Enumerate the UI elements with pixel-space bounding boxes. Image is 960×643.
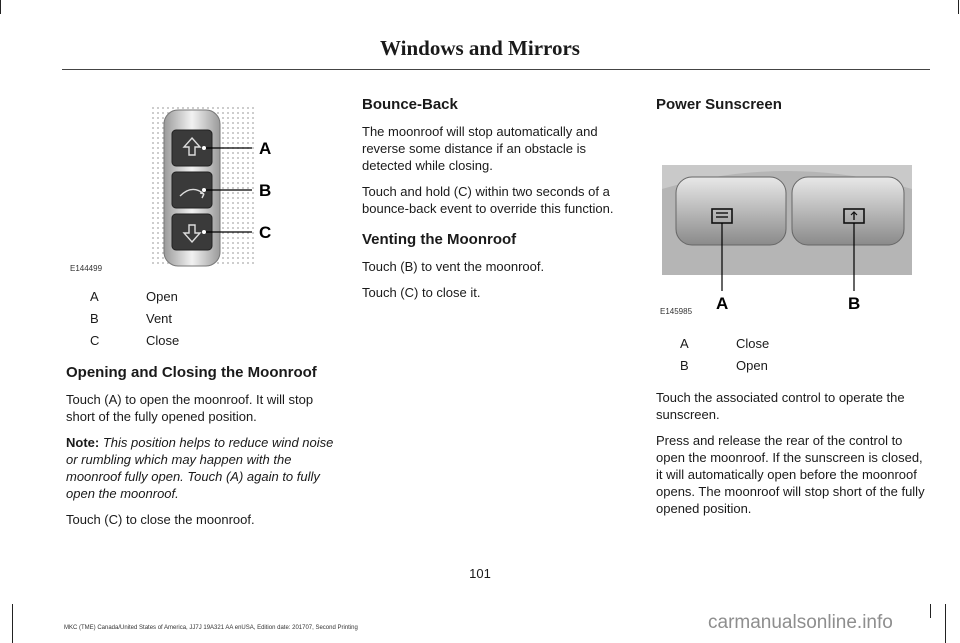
figure-code: E144499 (70, 264, 103, 273)
crop-mark (12, 604, 13, 643)
legend-key: B (680, 358, 689, 373)
legend-row (656, 333, 928, 355)
crop-mark (958, 0, 959, 14)
imprint: MKC (TME) Canada/United States of America, JJ7J 19A321 AA enUSA, Edition date: 201707, Second Printing (64, 625, 358, 631)
paragraph: The moonroof will stop automatically and reverse some distance if an obstacle is detected while closing. (362, 124, 598, 173)
legend-value: Vent (146, 311, 173, 326)
column-middle (362, 96, 634, 310)
paragraph: Press and release the rear of the control to open the moonroof. If the sunscreen is closed, it will automatically open before the moonroof opens. The moonroof will stop short of the fully opened position. (656, 433, 925, 516)
column-left (66, 96, 338, 537)
legend-key: A (680, 336, 689, 351)
figure-label-b: B (848, 294, 861, 313)
paragraph: Touch and hold (C) within two seconds of a bounce-back event to override this function. (362, 184, 614, 216)
page-title: Windows and Mirrors (380, 36, 580, 60)
legend-row (66, 286, 338, 308)
watermark: carmanualsonline.info (708, 612, 893, 633)
figure-label-a: A (259, 139, 272, 158)
crop-mark (930, 604, 931, 618)
legend (656, 333, 928, 377)
legend-row (66, 330, 338, 352)
paragraph: Touch the associated control to operate the sunscreen. (656, 390, 905, 422)
figure-label-a: A (716, 294, 729, 313)
paragraph: Touch (A) to open the moonroof. It will stop short of the fully opened position. (66, 392, 314, 424)
legend-row (656, 355, 928, 377)
column-right (656, 96, 928, 526)
crop-mark (945, 604, 946, 643)
moonroof-switch-illustration (66, 96, 338, 276)
section-heading: Venting the Moonroof (362, 231, 517, 248)
note (66, 434, 338, 502)
sunscreen-switch-figure (656, 129, 928, 319)
figure-code: E145985 (660, 307, 693, 316)
sunscreen-switch-illustration (656, 129, 928, 319)
paragraph: Touch (C) to close the moonroof. (66, 512, 255, 527)
legend-value: Open (146, 289, 178, 304)
note-label: Note: (66, 435, 100, 450)
legend-key: C (90, 333, 100, 348)
legend-value: Close (736, 336, 770, 351)
section-heading: Bounce-Back (362, 96, 458, 113)
section-heading: Power Sunscreen (656, 96, 782, 113)
legend-value: Open (736, 358, 768, 373)
legend-row (66, 308, 338, 330)
legend-value: Close (146, 333, 180, 348)
legend-key: A (90, 289, 99, 304)
figure-label-b: B (259, 181, 272, 200)
legend (66, 286, 338, 352)
figure-label-c: C (259, 223, 272, 242)
page-number: 101 (469, 566, 491, 581)
paragraph: Touch (C) to close it. (362, 285, 481, 300)
header-divider (62, 69, 930, 70)
crop-mark (0, 0, 1, 14)
section-heading: Opening and Closing the Moonroof (66, 364, 317, 381)
legend-key: B (90, 311, 99, 326)
moonroof-switch-figure (66, 96, 338, 276)
note-text: This position helps to reduce wind noise or rumbling which may happen with the moonroof fully open. Touch (A) again to fully open the moonroof. (66, 435, 334, 501)
paragraph: Touch (B) to vent the moonroof. (362, 259, 545, 274)
